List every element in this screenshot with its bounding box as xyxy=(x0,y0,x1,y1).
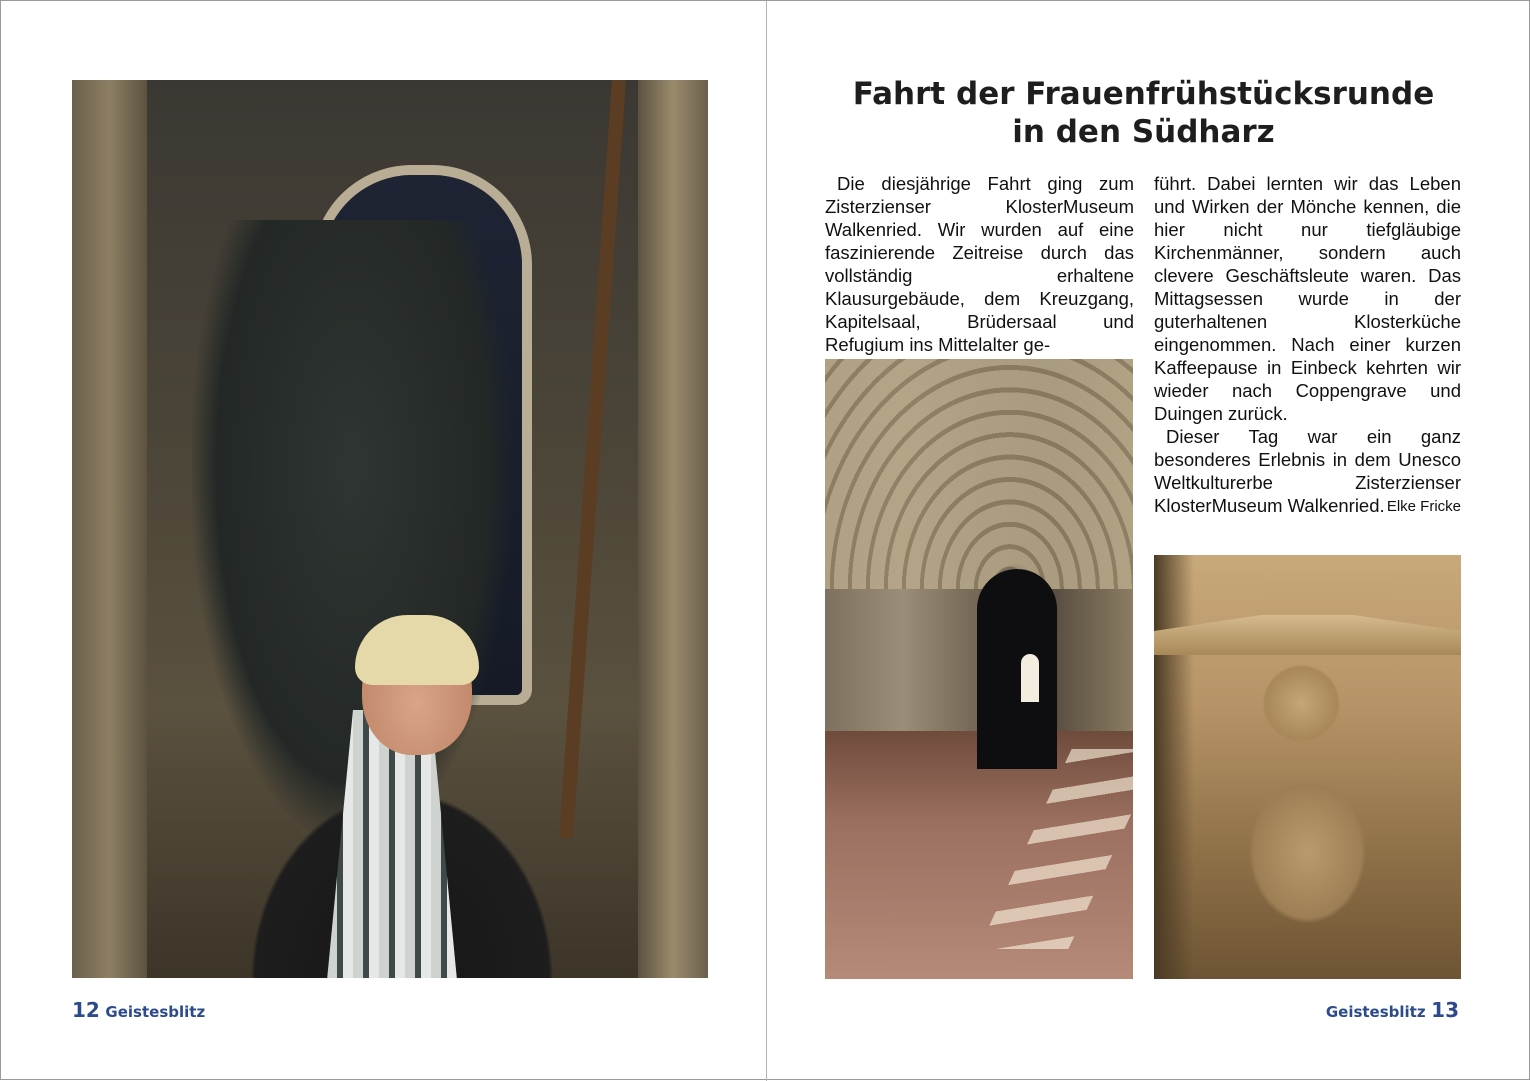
article-paragraph-2: führt. Dabei lernten wir das Leben und Wirken der Mönche kennen, die hier nicht nur tiefgläubige Kirchenmänner, sondern auch clevere Geschäftsleute waren. Das Mittagsessen wurde in der guterhaltenen Klosterküche eingenommen. Nach einer kurzen Kaffeepause in Einbeck kehrten wir wieder nach Coppengrave und Duingen zurück. xyxy=(1154,173,1461,424)
photo-capital-slab xyxy=(1154,615,1461,655)
magazine-name-left: Geistesblitz xyxy=(105,1003,206,1021)
photo-dark-archway xyxy=(977,569,1057,769)
article-author: Elke Fricke xyxy=(1386,498,1461,515)
photo-column-shadow xyxy=(1154,555,1194,979)
article-paragraph-3: Dieser Tag war ein ganz besonderes Erlebnis in dem Unesco Weltkulturerbe Zisterzienser KlosterMuseum Walkenried. xyxy=(1154,426,1461,516)
photo-window xyxy=(1021,654,1039,702)
page-gutter xyxy=(766,1,767,1081)
photo-pillar-left xyxy=(72,80,147,978)
page-number-right: 13 xyxy=(1431,998,1459,1022)
magazine-name-right: Geistesblitz xyxy=(1325,1003,1426,1021)
article-title-line1: Fahrt der Frauenfrühstücksrunde xyxy=(852,76,1435,112)
photo-carved-capital xyxy=(1154,555,1461,979)
folio-left xyxy=(72,998,205,1022)
article-column-2 xyxy=(1154,172,1461,517)
photo-woman-epitaph xyxy=(72,80,708,978)
photo-floor-light xyxy=(978,749,1133,949)
article-title xyxy=(821,75,1466,151)
page-number-left: 12 xyxy=(72,998,100,1022)
article-paragraph-1: Die diesjährige Fahrt ging zum Zisterzienser KlosterMuseum Walkenried. Wir wurden auf eine faszinierende Zeitreise durch das vollständig erhaltene Klausurgebäude, dem Kreuzgang, Kapitelsaal, Brüdersaal und Refugium ins Mittelalter ge- xyxy=(825,173,1134,355)
photo-pillar-right xyxy=(638,80,708,978)
folio-right xyxy=(1326,998,1459,1022)
article-column-1 xyxy=(825,172,1134,356)
photo-cloister-corridor xyxy=(825,359,1133,979)
article-title-line2: in den Südharz xyxy=(1012,114,1275,150)
photo-vaulted-ceiling xyxy=(825,359,1133,589)
